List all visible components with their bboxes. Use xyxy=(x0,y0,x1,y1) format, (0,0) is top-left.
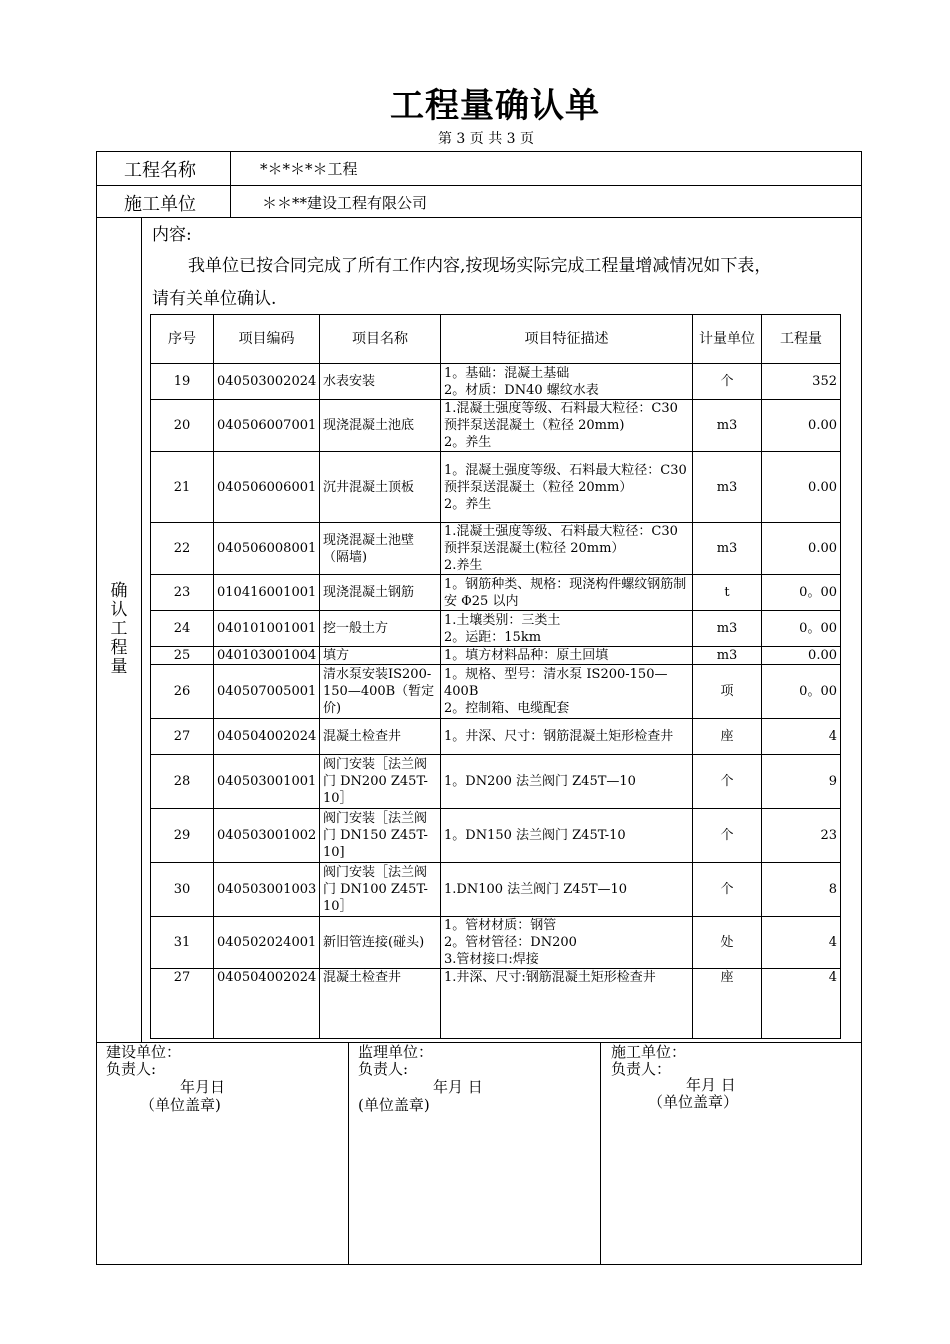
row-name: 沉井混凝土顶板 xyxy=(320,452,441,523)
row-qty: 4 xyxy=(762,719,841,755)
row-qty: 352 xyxy=(762,364,841,400)
table-row xyxy=(151,755,841,809)
header-qty: 工程量 xyxy=(762,315,841,364)
contractor-seal: （单位盖章） xyxy=(648,1093,739,1111)
row-desc: 1。DN150 法兰阀门 Z45T-10 xyxy=(441,809,693,863)
row-unit: m3 xyxy=(693,647,762,665)
side-label: 确认工程量 xyxy=(110,581,128,677)
table-header-row xyxy=(151,315,841,364)
row-no: 19 xyxy=(151,364,214,400)
row-no: 25 xyxy=(151,647,214,665)
contractor-value: ＊＊**建设工程有限公司 xyxy=(262,194,428,212)
row-no: 29 xyxy=(151,809,214,863)
row-no: 30 xyxy=(151,863,214,917)
row-divider xyxy=(96,217,862,218)
row-no: 24 xyxy=(151,611,214,647)
header-unit: 计量单位 xyxy=(693,315,762,364)
row-qty: 0。00 xyxy=(762,611,841,647)
row-name: 填方 xyxy=(320,647,441,665)
column-divider xyxy=(348,1042,349,1265)
owner-seal: （单位盖章) xyxy=(140,1096,221,1114)
header-no: 序号 xyxy=(151,315,214,364)
row-desc: 1.混凝土强度等级、石料最大粒径：C30 预拌泵送混凝土(粒径 20mm） 2.养生 xyxy=(441,523,693,575)
row-unit: 座 xyxy=(693,969,762,1039)
row-qty: 0.00 xyxy=(762,452,841,523)
row-code: 040503001003 xyxy=(214,863,320,917)
column-divider xyxy=(600,1042,601,1265)
row-name: 阀门安装［法兰阀门 DN200 Z45T-10］ xyxy=(320,755,441,809)
row-code: 040507005001 xyxy=(214,665,320,719)
row-code: 040503001001 xyxy=(214,755,320,809)
table-row xyxy=(151,647,841,665)
table-row xyxy=(151,611,841,647)
table-row xyxy=(151,452,841,523)
row-unit: m3 xyxy=(693,611,762,647)
content-line-2: 请有关单位确认. xyxy=(152,289,277,309)
row-qty: 0.00 xyxy=(762,647,841,665)
row-name: 现浇混凝土池底 xyxy=(320,400,441,452)
contractor-label: 施工单位 xyxy=(124,194,196,215)
row-unit: m3 xyxy=(693,452,762,523)
row-no: 27 xyxy=(151,719,214,755)
row-desc: 1。基础：混凝土基础 2。材质：DN40 螺纹水表 xyxy=(441,364,693,400)
table-row xyxy=(151,969,841,1039)
owner-date: 年月日 xyxy=(180,1078,226,1096)
row-desc: 1。规格、型号：清水泵 IS200-150—400B 2。控制箱、电缆配套 xyxy=(441,665,693,719)
table-row xyxy=(151,575,841,611)
row-desc: 1。DN200 法兰阀门 Z45T—10 xyxy=(441,755,693,809)
column-divider xyxy=(141,217,142,1042)
table-row xyxy=(151,364,841,400)
table-row xyxy=(151,917,841,969)
row-code: 040502024001 xyxy=(214,917,320,969)
row-code: 040503002024 xyxy=(214,364,320,400)
row-qty: 8 xyxy=(762,863,841,917)
row-code: 040503001002 xyxy=(214,809,320,863)
row-code: 040504002024 xyxy=(214,969,320,1039)
row-code: 040103001004 xyxy=(214,647,320,665)
row-unit: 处 xyxy=(693,917,762,969)
row-code: 040101001001 xyxy=(214,611,320,647)
project-name-label: 工程名称 xyxy=(124,160,196,181)
row-unit: t xyxy=(693,575,762,611)
supervisor-person-label: 负责人: xyxy=(358,1060,409,1078)
supervisor-unit-label: 监理单位： xyxy=(358,1043,434,1061)
document-title: 工程量确认单 xyxy=(390,86,600,126)
row-no: 22 xyxy=(151,523,214,575)
row-name: 新旧管连接(碰头) xyxy=(320,917,441,969)
row-qty: 9 xyxy=(762,755,841,809)
header-code: 项目编码 xyxy=(214,315,320,364)
row-no: 23 xyxy=(151,575,214,611)
table-row xyxy=(151,523,841,575)
supervisor-date: 年月 日 xyxy=(433,1078,483,1096)
owner-unit-label: 建设单位： xyxy=(106,1043,182,1061)
row-qty: 0。00 xyxy=(762,575,841,611)
contractor-person-label: 负责人： xyxy=(611,1060,672,1078)
row-desc: 1。填方材料品种：原土回填 xyxy=(441,647,693,665)
row-qty: 4 xyxy=(762,917,841,969)
row-qty: 0.00 xyxy=(762,400,841,452)
table-row xyxy=(151,719,841,755)
row-qty: 4 xyxy=(762,969,841,1039)
column-divider xyxy=(230,151,231,217)
table-row xyxy=(151,665,841,719)
row-desc: 1.土壤类别：三类土 2。运距：15km xyxy=(441,611,693,647)
row-code: 040504002024 xyxy=(214,719,320,755)
row-code: 040506008001 xyxy=(214,523,320,575)
row-desc: 1。混凝土强度等级、石料最大粒径：C30 预拌泵送混凝土（粒径 20mm） 2。养生 xyxy=(441,452,693,523)
row-name: 混凝土检查井 xyxy=(320,969,441,1039)
content-line-1: 我单位已按合同完成了所有工作内容,按现场实际完成工程量增减情况如下表， xyxy=(188,256,772,276)
row-unit: m3 xyxy=(693,400,762,452)
row-desc: 1。井深、尺寸：钢筋混凝土矩形检查井 xyxy=(441,719,693,755)
row-name: 阀门安装［法兰阀门 DN100 Z45T-10］ xyxy=(320,863,441,917)
row-desc: 1。钢筋种类、规格：现浇构件螺纹钢筋制安 Φ25 以内 xyxy=(441,575,693,611)
header-name: 项目名称 xyxy=(320,315,441,364)
contractor-date: 年月 日 xyxy=(686,1076,736,1094)
row-no: 21 xyxy=(151,452,214,523)
table-row xyxy=(151,400,841,452)
row-divider xyxy=(96,185,862,186)
row-qty: 0。00 xyxy=(762,665,841,719)
row-code: 010416001001 xyxy=(214,575,320,611)
row-name: 阀门安装［法兰阀门 DN150 Z45T-10] xyxy=(320,809,441,863)
table-row xyxy=(151,863,841,917)
page-info: 第 3 页 共 3 页 xyxy=(437,131,535,147)
row-unit: 个 xyxy=(693,809,762,863)
content-heading: 内容: xyxy=(152,225,192,245)
row-name: 混凝土检查井 xyxy=(320,719,441,755)
row-no: 20 xyxy=(151,400,214,452)
row-qty: 23 xyxy=(762,809,841,863)
row-name: 水表安装 xyxy=(320,364,441,400)
row-name: 现浇混凝土钢筋 xyxy=(320,575,441,611)
row-no: 26 xyxy=(151,665,214,719)
row-no: 27 xyxy=(151,969,214,1039)
project-name-value: *＊*＊*＊工程 xyxy=(260,160,358,178)
row-code: 040506006001 xyxy=(214,452,320,523)
table-row xyxy=(151,809,841,863)
row-no: 31 xyxy=(151,917,214,969)
row-unit: m3 xyxy=(693,523,762,575)
row-name: 现浇混凝土池壁（隔墙) xyxy=(320,523,441,575)
row-unit: 个 xyxy=(693,364,762,400)
row-desc: 1.DN100 法兰阀门 Z45T—10 xyxy=(441,863,693,917)
header-desc: 项目特征描述 xyxy=(441,315,693,364)
row-unit: 座 xyxy=(693,719,762,755)
row-unit: 个 xyxy=(693,863,762,917)
row-qty: 0.00 xyxy=(762,523,841,575)
row-desc: 1.井深、尺寸:钢筋混凝土矩形检查井 xyxy=(441,969,693,1039)
items-table xyxy=(150,314,841,1039)
row-name: 挖一般土方 xyxy=(320,611,441,647)
row-code: 040506007001 xyxy=(214,400,320,452)
row-name: 清水泵安装IS200-150—400B（暂定价) xyxy=(320,665,441,719)
row-unit: 项 xyxy=(693,665,762,719)
row-unit: 个 xyxy=(693,755,762,809)
owner-person-label: 负责人: xyxy=(106,1060,157,1078)
supervisor-seal: (单位盖章) xyxy=(358,1096,430,1114)
contractor-unit-label: 施工单位： xyxy=(611,1043,687,1061)
row-desc: 1。管材材质：钢管 2。管材管径：DN200 3.管材接口:焊接 xyxy=(441,917,693,969)
row-no: 28 xyxy=(151,755,214,809)
row-desc: 1.混凝土强度等级、石料最大粒径：C30 预拌泵送混凝土（粒径 20mm) 2。养生 xyxy=(441,400,693,452)
row-divider xyxy=(96,1042,862,1043)
